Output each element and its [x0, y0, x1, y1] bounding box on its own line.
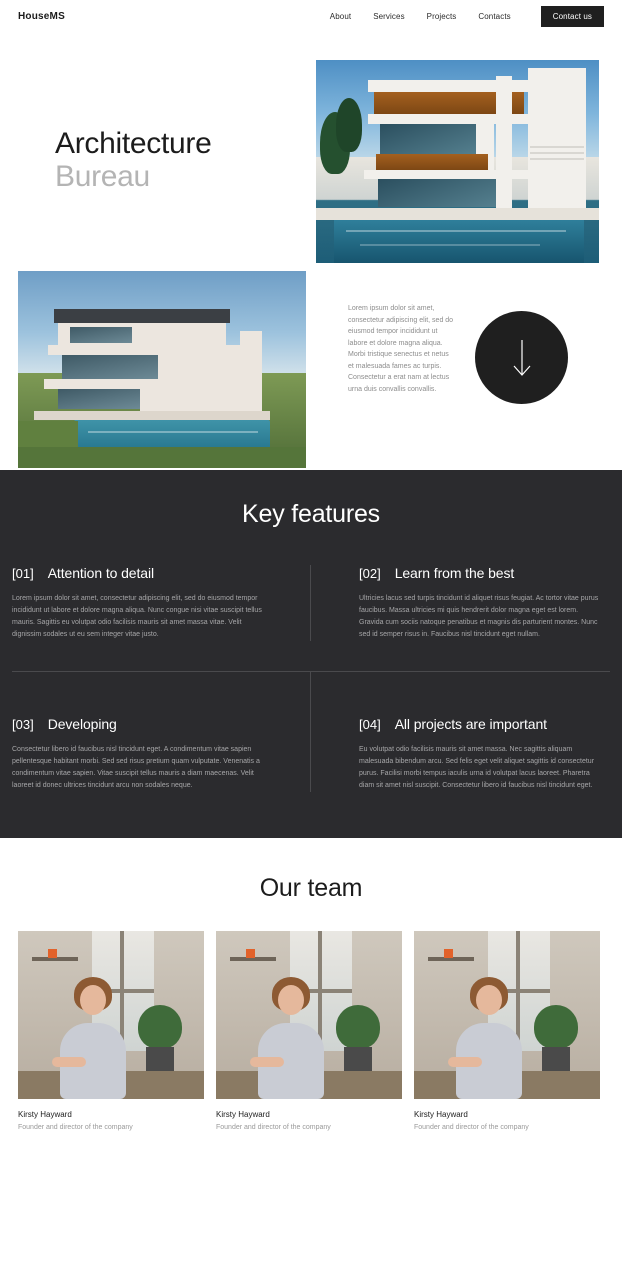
nav-item-about[interactable]: About: [329, 12, 352, 21]
feature-name: Developing: [47, 716, 117, 733]
team-member-photo: [18, 931, 204, 1099]
feature-item-04: [311, 672, 622, 792]
feature-number: [03]: [12, 717, 34, 733]
key-features-grid: [0, 565, 622, 641]
team-member-name: Kirsty Hayward: [216, 1110, 270, 1120]
key-features-title: Key features: [242, 500, 380, 528]
feature-name: All projects are important: [394, 716, 547, 733]
site-header: [0, 0, 622, 33]
hero-image-art: [316, 60, 599, 263]
hero-title-line2: Bureau: [55, 159, 150, 193]
team-member-photo: [414, 931, 600, 1099]
logo[interactable]: HouseMS: [18, 11, 65, 22]
team-member-name: Kirsty Hayward: [414, 1110, 468, 1120]
feature-body: Lorem ipsum dolor sit amet, consectetur adipiscing elit, sed do eiusmod tempor incididunt ut labore et dolore magna aliqua. Nunc congue nisi vitae suscipit tellus mauris. Sagittis eu volutpat odio facilisis mauris sit amet massa vitae. Velit dignissim sodales ut eu sem integer vitae justo.: [12, 595, 262, 639]
feature-heading: [12, 565, 297, 581]
team-member-name: Kirsty Hayward: [18, 1110, 72, 1120]
feature-body: Consectetur libero id faucibus nisl tincidunt eget. A condimentum vitae sapien pellentesque habitant morbi. Sed sed risus pretium quam vulputate. Venenatis a condimentum vitae sapien. Vitae suscipit tellus mauris a diam maecenas. Velit laoreet id donec ultrices tincidunt arcu non sodales neque.: [12, 746, 260, 790]
feature-name: Attention to detail: [47, 565, 154, 581]
contact-us-button[interactable]: Contact us: [541, 6, 604, 27]
feature-number: [02]: [359, 566, 381, 581]
feature-body: Ultricies lacus sed turpis tincidunt id aliquet risus feugiat. Ac tortor vitae purus faucibus. Massa ultricies mi quis hendrerit dolor magna eget est lorem. Gravida cum sociis natoque penatibus et magnis dis parturient montes. Nunc sed id semper risus in. Faucibus nisl tincidunt eget nullam.: [359, 595, 599, 639]
nav-item-services[interactable]: Services: [373, 12, 405, 21]
feature-item-02: [311, 565, 622, 641]
nav-item-projects[interactable]: Projects: [426, 12, 457, 21]
our-team-title: Our team: [259, 874, 363, 903]
main-nav: [330, 6, 604, 27]
team-card[interactable]: [18, 931, 204, 1131]
intro-image: [18, 271, 306, 468]
team-grid: [0, 931, 622, 1131]
intro-image-art: [18, 271, 306, 468]
hero-heading: [55, 128, 211, 194]
nav-item-contacts[interactable]: Contacts: [478, 12, 511, 21]
arrow-down-icon: [511, 338, 533, 378]
feature-body: Eu volutpat odio facilisis mauris sit amet massa. Nec sagittis aliquam malesuada bibendum arcu. Sed felis eget velit aliquet sagittis id consectetur purus. Facilisi morbi tempus iaculis urna id volutpat lacus laoreet. Pharetra diam sit amet nisl suscipit. Consectetur libero id faucibus nisl tincidunt eget.: [359, 746, 595, 790]
intro-section: [0, 263, 622, 470]
grid-vertical-divider: [310, 672, 311, 792]
hero-title-line1: Architecture: [55, 127, 212, 160]
team-member-role: Founder and director of the company: [414, 1124, 529, 1132]
feature-heading: [359, 716, 600, 732]
feature-heading: [359, 565, 600, 581]
team-member-role: Founder and director of the company: [216, 1124, 331, 1132]
key-features-grid-2: [0, 672, 622, 792]
team-member-role: Founder and director of the company: [18, 1124, 133, 1132]
scroll-down-button[interactable]: [475, 311, 568, 404]
feature-number: [01]: [12, 566, 34, 581]
hero-section: [0, 33, 622, 263]
feature-heading: [12, 716, 297, 732]
feature-item-01: [0, 565, 311, 641]
team-member-photo: [216, 931, 402, 1099]
team-card[interactable]: [414, 931, 600, 1131]
feature-name: Learn from the best: [394, 565, 515, 581]
feature-number: [04]: [359, 717, 381, 733]
hero-image: [316, 60, 599, 263]
grid-vertical-divider: [310, 565, 311, 641]
key-features-section: [0, 470, 622, 838]
team-card[interactable]: [216, 931, 402, 1131]
feature-item-03: [0, 672, 311, 792]
intro-paragraph: Lorem ipsum dolor sit amet, consectetur adipiscing elit, sed do eiusmod tempor incididunt ut labore et dolore magna aliqua. Morbi tristique senectus et netus et malesuada fames ac turpis. Consectetur a erat nam at lectus urna duis convallis convallis.: [348, 305, 454, 393]
our-team-section: [0, 838, 622, 1131]
